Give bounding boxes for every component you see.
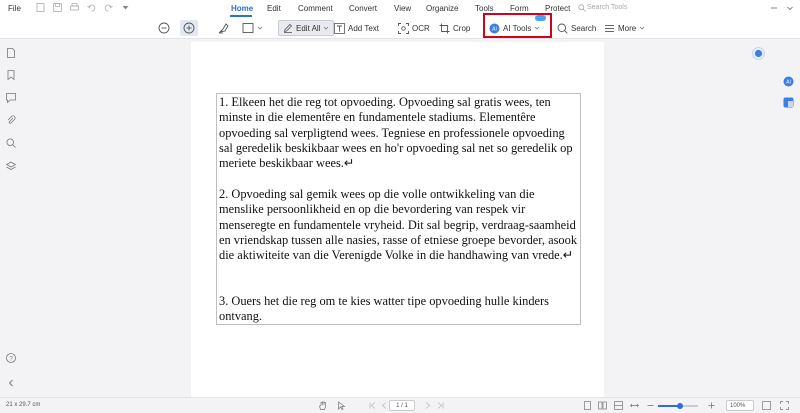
print-icon[interactable]	[70, 3, 79, 12]
search-tools-icon	[578, 4, 586, 12]
tab-protect[interactable]: Protect	[545, 4, 571, 13]
last-page-icon[interactable]	[436, 401, 445, 410]
two-page-view-icon[interactable]	[598, 401, 607, 410]
fit-width-icon[interactable]	[630, 401, 639, 410]
svg-text:AI: AI	[786, 79, 791, 86]
attachment-icon[interactable]	[6, 115, 16, 125]
page-number-input[interactable]	[389, 400, 415, 411]
tab-form[interactable]: Form	[510, 4, 529, 13]
zoom-level-select[interactable]	[726, 400, 754, 411]
tab-organize[interactable]: Organize	[426, 4, 459, 13]
more-button[interactable]	[604, 20, 645, 36]
zoom-in-icon	[183, 22, 195, 34]
zoom-slider[interactable]	[658, 405, 698, 407]
hand-tool-icon[interactable]	[318, 401, 327, 410]
tab-convert[interactable]: Convert	[349, 4, 378, 13]
collapse-left-icon[interactable]	[6, 378, 16, 388]
paragraph-2: 2. Opvoeding sal gemik wees op die volle ontwikkeling van die menslike persoonlikheid en op die bevordering van respek vir menseregte en fundamentele vryheid. Dit sal begrip, verdraag-saamheid en vriendskap tussen alle nasies, rasse of etniese groepe bevorder, asook die aktiwiteite van die Verenigde Volke in die handhawing van vrede.↵	[219, 187, 578, 263]
shape-button[interactable]	[242, 20, 263, 36]
more-label: More	[618, 23, 637, 33]
edit-all-button[interactable]	[278, 20, 334, 36]
add-text-label: Add Text	[348, 23, 379, 33]
tab-home[interactable]: Home	[231, 4, 254, 13]
fullscreen-icon[interactable]	[780, 401, 789, 410]
zoom-out-icon	[158, 22, 170, 34]
more-dropdown-icon	[639, 25, 645, 31]
floating-ai-icon[interactable]	[752, 47, 765, 60]
undo-icon[interactable]	[87, 3, 96, 12]
search-button[interactable]	[557, 20, 596, 36]
page-thumbnail-icon[interactable]	[6, 48, 16, 58]
new-document-icon[interactable]	[36, 3, 45, 12]
menu-bar	[0, 0, 800, 17]
add-text-button[interactable]	[334, 20, 379, 36]
rectangle-icon	[242, 22, 254, 34]
tab-edit[interactable]: Edit	[267, 4, 281, 13]
zoom-level-value: 100%	[730, 403, 746, 409]
add-text-icon	[334, 23, 345, 34]
ocr-button[interactable]	[398, 20, 430, 36]
ai-assistant-icon[interactable]	[783, 76, 794, 87]
first-page-icon[interactable]	[368, 401, 377, 410]
search-label: Search	[571, 23, 597, 33]
crop-button[interactable]	[439, 20, 470, 36]
more-list-icon	[604, 23, 615, 34]
minimize-icon[interactable]	[770, 4, 778, 12]
search-tools-input[interactable]: Search Tools	[587, 4, 628, 11]
expand-icon[interactable]	[786, 4, 794, 12]
edit-all-label: Edit All	[296, 23, 321, 33]
svg-text:?: ?	[9, 355, 13, 363]
fit-page-icon[interactable]	[762, 401, 771, 410]
redo-icon[interactable]	[104, 3, 113, 12]
edit-all-dropdown-icon	[323, 25, 329, 31]
tab-tools[interactable]: Tools	[475, 4, 494, 13]
translate-icon[interactable]	[783, 97, 794, 108]
zoom-in-button[interactable]	[180, 20, 198, 36]
comment-icon[interactable]	[6, 93, 16, 103]
crop-icon	[439, 23, 450, 34]
next-page-icon[interactable]	[423, 401, 432, 410]
zoom-in-small-icon[interactable]	[707, 401, 716, 410]
ai-tools-label: AI Tools	[503, 23, 532, 33]
quick-access-toolbar	[36, 3, 130, 12]
page-indicator: 1 / 1	[396, 403, 408, 409]
paragraph-3: 3. Ouers het die reg om te kies watter tipe opvoeding hulle kinders ontvang.	[219, 294, 549, 324]
svg-text:AI: AI	[492, 26, 497, 32]
previous-page-icon[interactable]	[380, 401, 389, 410]
highlight-button[interactable]	[218, 20, 230, 36]
paragraph-1: 1. Elkeen het die reg tot opvoeding. Opvoeding sal gratis wees, ten minste in die elementêre en fundamentele stadiums. Elementêre opvoeding sal verpligtend wees. Tegniese en professionele opvoeding sal geredelik beskikbaar wees en ho'r opvoeding sal net so geredelik op meriete beskikbaar wees.↵	[219, 95, 573, 171]
bookmark-icon[interactable]	[6, 70, 16, 80]
edit-pen-icon	[283, 23, 293, 33]
scroll-view-icon[interactable]	[614, 401, 623, 410]
tab-comment[interactable]: Comment	[298, 4, 333, 13]
customize-dropdown-icon[interactable]	[121, 3, 130, 12]
left-sidebar	[0, 40, 22, 397]
shape-dropdown-icon	[257, 25, 263, 31]
crop-label: Crop	[453, 23, 471, 33]
help-icon[interactable]	[6, 353, 16, 363]
file-menu[interactable]: File	[8, 4, 21, 13]
tab-view[interactable]: View	[394, 4, 412, 13]
status-bar	[0, 397, 800, 413]
zoom-out-small-icon[interactable]	[646, 401, 655, 410]
layers-icon[interactable]	[6, 161, 16, 171]
highlighter-icon	[218, 22, 230, 34]
save-icon[interactable]	[53, 3, 62, 12]
ocr-label: OCR	[412, 23, 430, 33]
ocr-icon	[398, 23, 409, 34]
right-sidebar	[776, 40, 800, 397]
search-panel-icon[interactable]	[6, 138, 16, 148]
single-page-view-icon[interactable]	[583, 401, 592, 410]
new-badge-icon	[535, 15, 546, 21]
search-icon	[557, 23, 568, 34]
ribbon-toolbar	[0, 17, 800, 39]
zoom-slider-handle[interactable]	[677, 403, 683, 409]
page-size-label: 21 x 29.7 cm	[6, 402, 41, 408]
zoom-out-button[interactable]	[158, 20, 170, 36]
select-tool-icon[interactable]	[337, 401, 346, 410]
